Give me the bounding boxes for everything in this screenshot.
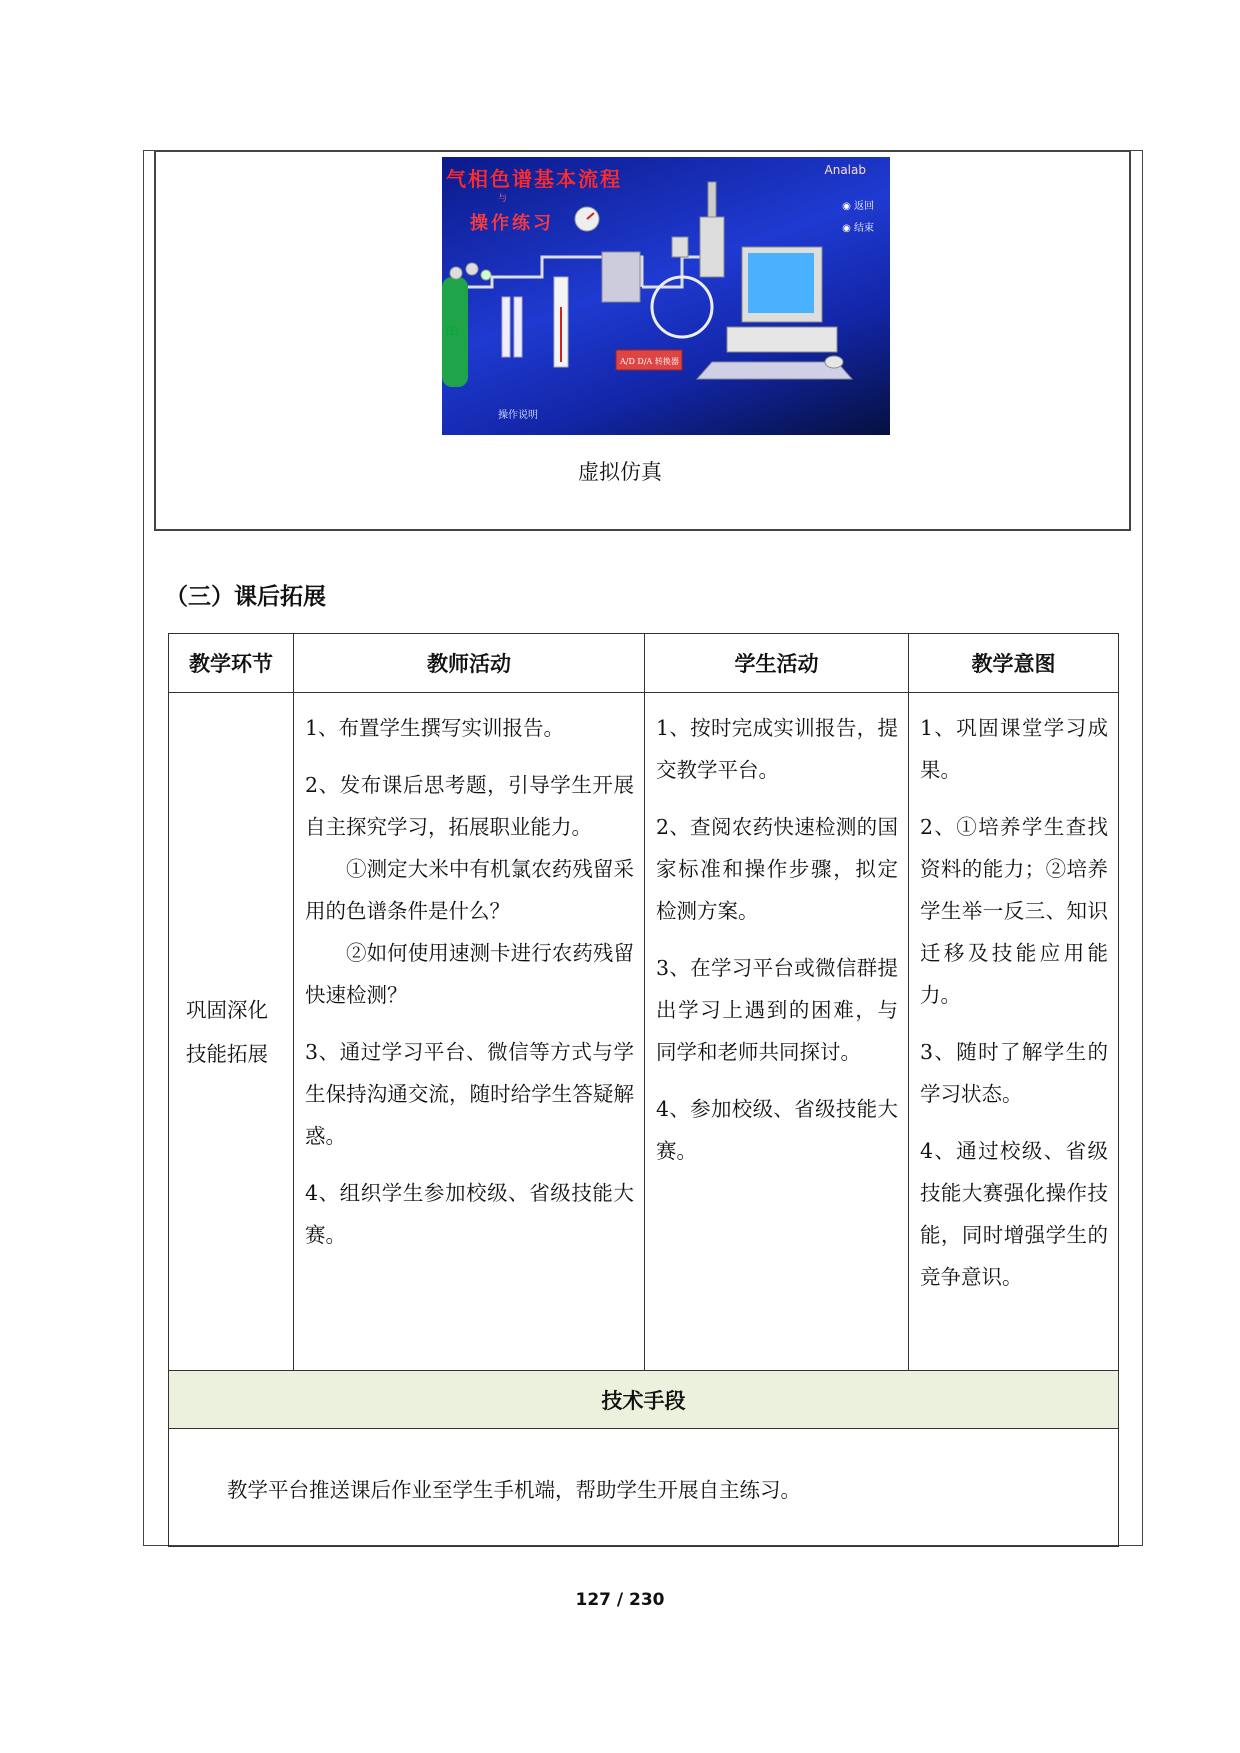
section-heading: （三）课后拓展	[165, 584, 326, 610]
teacher-activities	[294, 693, 645, 1371]
sim-footer-label: 操作说明	[498, 410, 538, 421]
sim-brand-logo: Analab	[824, 163, 866, 177]
student-item: 4、参加校级、省级技能大赛。	[656, 1097, 898, 1163]
virtual-simulation-image	[442, 157, 890, 435]
stage-line: 技能拓展	[186, 1041, 268, 1066]
student-item: 1、按时完成实训报告，提交教学平台。	[656, 716, 898, 782]
table-row	[169, 693, 1119, 1371]
valves-box	[602, 252, 640, 302]
svg-text:A/D D/A 转换器: A/D D/A 转换器	[620, 357, 679, 366]
student-item: 3、在学习平台或微信群提出学习上遇到的困难，与同学和老师共同探讨。	[656, 956, 898, 1064]
gc-apparatus-drawing	[442, 157, 890, 435]
teacher-item: 1、布置学生撰写实训报告。	[305, 716, 565, 740]
header-student: 学生活动	[645, 634, 909, 693]
teacher-question: ②如何使用速测卡进行农药残留快速检测？	[305, 941, 634, 1007]
figure-caption: 虚拟仿真	[578, 460, 662, 484]
intent-item: 3、随时了解学生的学习状态。	[920, 1040, 1108, 1106]
stage-cell	[169, 693, 294, 1371]
svg-text:H₂: H₂	[445, 325, 460, 338]
after-class-table	[168, 633, 1119, 1547]
header-intent: 教学意图	[909, 634, 1119, 693]
stage-line: 巩固深化	[186, 997, 268, 1022]
tech-header-row	[169, 1371, 1119, 1429]
teacher-question: ①测定大米中有机氯农药残留采用的色谱条件是什么？	[305, 857, 634, 923]
sim-back-button: ◉ 返回	[842, 201, 874, 212]
intent-item: 4、通过校级、省级技能大赛强化操作技能，同时增强学生的竞争意识。	[920, 1139, 1108, 1289]
intent-item: 1、巩固课堂学习成果。	[920, 716, 1108, 782]
student-item: 2、查阅农药快速检测的国家标准和操作步骤，拟定检测方案。	[656, 815, 898, 923]
tech-header: 技术手段	[169, 1371, 1119, 1429]
sim-connector: 与	[498, 194, 508, 204]
teaching-intent	[909, 693, 1119, 1371]
teacher-item: 4、组织学生参加校级、省级技能大赛。	[305, 1181, 634, 1247]
header-teacher: 教师活动	[294, 634, 645, 693]
sim-title: 气相色谱基本流程	[446, 167, 622, 191]
teacher-item: 3、通过学习平台、微信等方式与学生保持沟通交流，随时给学生答疑解惑。	[305, 1040, 634, 1148]
mouse	[825, 356, 843, 368]
teacher-item: 2、发布课后思考题，引导学生开展自主探究学习，拓展职业能力。	[305, 773, 634, 839]
table-header-row	[169, 634, 1119, 693]
computer-case	[727, 327, 837, 352]
tech-body-row	[169, 1429, 1119, 1547]
sim-subtitle: 操作练习	[470, 213, 554, 234]
tech-description: 教学平台推送课后作业至学生手机端，帮助学生开展自主练习。	[169, 1429, 1119, 1547]
sim-end-button: ◉ 结束	[842, 223, 874, 234]
header-stage: 教学环节	[169, 634, 294, 693]
intent-item: 2、①培养学生查找资料的能力；②培养学生举一反三、知识迁移及技能应用能力。	[920, 815, 1108, 1007]
student-activities	[645, 693, 909, 1371]
page-number: 127 / 230	[575, 1590, 665, 1610]
